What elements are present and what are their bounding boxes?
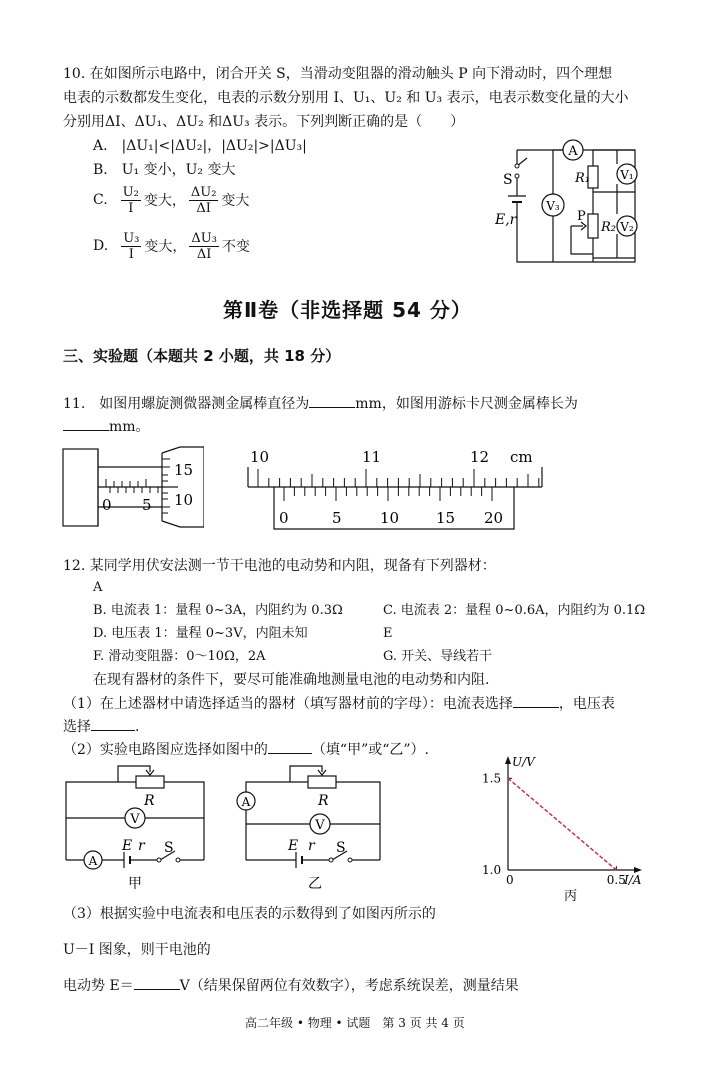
circuit-yi-caption: 乙 bbox=[308, 876, 322, 892]
micrometer-tick-5: 5 bbox=[142, 496, 152, 514]
voltmeter-label: V bbox=[315, 818, 325, 833]
q10-circuit-diagram bbox=[495, 132, 650, 272]
q12-part2-line bbox=[63, 739, 429, 760]
fraction bbox=[189, 231, 219, 262]
x-tick-0: 0 bbox=[506, 873, 514, 887]
voltmeter-label: V bbox=[130, 812, 140, 827]
part2-title: 第Ⅱ卷（非选择题 54 分） bbox=[223, 298, 472, 322]
rheostat-label: R bbox=[318, 793, 329, 809]
caliper-main-12: 12 bbox=[470, 448, 490, 466]
section3-title: 三、实验题（本题共 2 小题，共 18 分） bbox=[63, 347, 341, 365]
resistance-label: r bbox=[138, 838, 145, 854]
q10-option-b: B. U₁ 变小，U₂ 变大 bbox=[93, 162, 236, 178]
q12-part3-line2: U－I 图象，则干电池的 bbox=[63, 942, 211, 958]
option-c-label: C. bbox=[93, 192, 108, 208]
fraction-numerator: U₃ bbox=[123, 230, 140, 246]
emf-label: E bbox=[122, 838, 133, 854]
q12-stem: 12. 某同学用伏安法测一节干电池的电动势和内阻，现备有下列器材： bbox=[63, 558, 496, 574]
answer-blank-length[interactable] bbox=[63, 416, 109, 431]
fraction-numerator: ΔU₃ bbox=[191, 230, 217, 246]
slider-p-label: P bbox=[577, 209, 586, 224]
q12-part1-text-a: （1）在上述器材中请选择适当的器材（填写器材前的字母）：电流表选择 bbox=[63, 696, 513, 712]
option-text: 变大 bbox=[221, 193, 250, 209]
r1-label: R₁ bbox=[575, 171, 590, 186]
voltmeter-v3-label: V₃ bbox=[546, 199, 560, 213]
caliper-main-11: 11 bbox=[362, 448, 382, 466]
q11-text-b: mm，如图用游标卡尺测金属棒长为 bbox=[355, 396, 578, 412]
q12-part1-line2 bbox=[63, 716, 139, 737]
page-footer: 高二年级 • 物理 • 试题 第 3 页 共 4 页 bbox=[245, 1016, 465, 1030]
q12-item-b: B. 电流表 1：量程 0~3A，内阻约为 0.3Ω bbox=[93, 603, 343, 618]
q12-part2-text-a: （2）实验电路图应选择如图中的 bbox=[63, 742, 268, 758]
caliper-main-10: 10 bbox=[250, 448, 270, 466]
y-tick-1-5: 1.5 bbox=[482, 771, 502, 786]
y-axis-label: U/V bbox=[512, 755, 535, 769]
q12-part1-text-c: 选择 bbox=[63, 719, 91, 735]
q10-option-c bbox=[93, 182, 249, 218]
q10-option-a: A. |ΔU₁|<|ΔU₂|，|ΔU₂|>|ΔU₃| bbox=[93, 138, 307, 154]
fraction-numerator: U₂ bbox=[122, 184, 139, 200]
switch-label: S bbox=[164, 840, 174, 856]
circuit-jia-caption: 甲 bbox=[128, 876, 142, 892]
ui-data-line bbox=[508, 778, 616, 870]
fraction bbox=[121, 231, 141, 262]
answer-blank-diameter[interactable] bbox=[309, 393, 355, 408]
fraction-denominator: I bbox=[128, 200, 134, 216]
q11-text-c: mm。 bbox=[109, 419, 150, 435]
q11-line1 bbox=[63, 393, 578, 414]
caliper-vernier-15: 15 bbox=[436, 509, 456, 527]
q12-part3-line1: （3）根据实验中电流表和电压表的示数得到了如图丙所示的 bbox=[63, 906, 436, 922]
option-text: 不变 bbox=[221, 239, 250, 255]
fraction-denominator: ΔI bbox=[196, 200, 211, 216]
switch-label: S bbox=[336, 840, 346, 856]
ammeter-label: A bbox=[88, 854, 98, 868]
fraction bbox=[121, 185, 141, 216]
ammeter-label: A bbox=[568, 144, 578, 159]
q12-item-f: F. 滑动变阻器：0～10Ω，2A bbox=[93, 649, 266, 664]
micrometer-tick-10: 10 bbox=[174, 491, 194, 509]
ui-graph bbox=[478, 754, 658, 904]
q10-stem-line2: 电表的示数都发生变化，电表的示数分别用 I、U₁、U₂ 和 U₃ 表示，电表示数变化量的大小 bbox=[63, 90, 629, 106]
q12-item-g: G. 开关、导线若干 bbox=[383, 649, 493, 664]
battery-label: E,r bbox=[495, 212, 517, 228]
q12-part1-line1 bbox=[63, 693, 615, 714]
q12-item-a: A bbox=[93, 580, 103, 595]
emf-label: E bbox=[288, 838, 299, 854]
vernier-caliper-diagram bbox=[246, 445, 546, 533]
fraction bbox=[189, 185, 219, 216]
ammeter-label: A bbox=[241, 795, 251, 809]
voltmeter-v1-label: V₁ bbox=[620, 168, 634, 182]
graph-bing-caption: 丙 bbox=[564, 889, 578, 904]
q12-item-c: C. 电流表 2：量程 0~0.6A，内阻约为 0.1Ω bbox=[383, 603, 646, 618]
q12-condition: 在现有器材的条件下，要尽可能准确地测量电池的电动势和内阻. bbox=[93, 672, 490, 688]
micrometer-diagram bbox=[62, 445, 204, 530]
q11-text-a: 11. 如图用螺旋测微器测金属棒直径为 bbox=[63, 396, 310, 412]
q12-part3-text-a: 电动势 E＝ bbox=[63, 978, 134, 994]
voltmeter-v2-label: V₂ bbox=[620, 220, 634, 234]
fraction-denominator: ΔI bbox=[196, 246, 212, 262]
circuit-yi-diagram bbox=[234, 760, 384, 895]
q12-part3-text-b: V（结果保留两位有效数字），考虑系统误差，测量结果 bbox=[179, 978, 519, 994]
caliper-vernier-20: 20 bbox=[484, 509, 504, 527]
answer-blank-emf[interactable] bbox=[134, 975, 180, 990]
q10-option-d bbox=[93, 228, 250, 264]
x-tick-0-5: 0.5 bbox=[606, 873, 626, 887]
q10-stem-line3: 分别用ΔI、ΔU₁、ΔU₂ 和ΔU₃ 表示。下列判断正确的是（ ） bbox=[63, 114, 465, 130]
caliper-vernier-5: 5 bbox=[332, 509, 342, 527]
caliper-vernier-0: 0 bbox=[279, 509, 289, 527]
q10-stem-line1: 10. 在如图所示电路中，闭合开关 S，当滑动变阻器的滑动触头 P 向下滑动时，四个理想 bbox=[63, 66, 613, 82]
micrometer-tick-0: 0 bbox=[102, 496, 112, 514]
circuit-jia-diagram bbox=[62, 760, 212, 895]
q12-part2-text-b: （填“甲”或“乙”）. bbox=[311, 742, 430, 758]
fraction-numerator: ΔU₂ bbox=[190, 184, 217, 200]
fraction-denominator: I bbox=[128, 246, 134, 262]
q12-item-e: E bbox=[383, 626, 393, 641]
micrometer-tick-15: 15 bbox=[174, 461, 194, 479]
option-text: 变大， bbox=[143, 193, 186, 209]
q12-part1-text-d: . bbox=[135, 719, 140, 735]
caliper-vernier-10: 10 bbox=[380, 509, 400, 527]
x-axis-label: I/A bbox=[624, 873, 642, 887]
answer-blank-circuit[interactable] bbox=[268, 739, 312, 754]
rheostat-label: R bbox=[144, 793, 155, 809]
r2-label: R₂ bbox=[601, 220, 616, 235]
resistance-label: r bbox=[308, 838, 315, 854]
q12-part3-line3 bbox=[63, 975, 519, 996]
answer-blank-ammeter[interactable] bbox=[513, 693, 559, 708]
option-text: 变大， bbox=[144, 239, 187, 255]
answer-blank-voltmeter[interactable] bbox=[91, 716, 135, 731]
y-tick-1-0: 1.0 bbox=[482, 863, 502, 877]
option-d-label: D. bbox=[93, 238, 109, 254]
q11-line2 bbox=[63, 416, 150, 437]
caliper-unit: cm bbox=[510, 448, 533, 466]
switch-label: S bbox=[503, 172, 513, 188]
q12-item-d: D. 电压表 1：量程 0~3V，内阻未知 bbox=[93, 626, 308, 641]
q12-part1-text-b: ，电压表 bbox=[558, 696, 615, 712]
